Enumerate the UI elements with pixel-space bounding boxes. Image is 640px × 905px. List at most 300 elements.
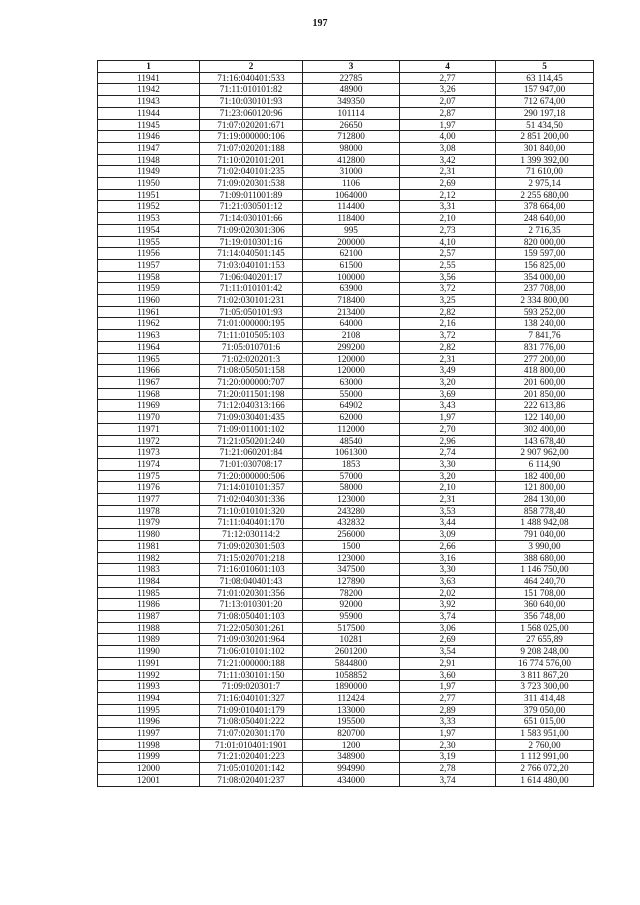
coefficient-cell: 2,31 <box>400 166 496 178</box>
area-cell: 2601200 <box>303 646 400 658</box>
coefficient-cell: 3,16 <box>400 552 496 564</box>
amount-cell: 122 140,00 <box>496 412 594 424</box>
table-row <box>98 376 594 388</box>
table-row <box>98 423 594 435</box>
amount-cell: 277 200,00 <box>496 353 594 365</box>
coefficient-cell: 3,63 <box>400 575 496 587</box>
row-number-cell: 11971 <box>98 423 200 435</box>
table-row <box>98 353 594 365</box>
area-cell: 299200 <box>303 341 400 353</box>
row-number-cell: 11952 <box>98 201 200 213</box>
cadastral-number-cell: 71:09:020301:306 <box>200 224 303 236</box>
coefficient-cell: 2,78 <box>400 763 496 775</box>
coefficient-cell: 3,09 <box>400 529 496 541</box>
area-cell: 133000 <box>303 704 400 716</box>
table-row <box>98 412 594 424</box>
row-number-cell: 11998 <box>98 739 200 751</box>
table-row <box>98 224 594 236</box>
column-header-3: 3 <box>303 61 400 73</box>
table-row <box>98 107 594 119</box>
coefficient-cell: 3,74 <box>400 611 496 623</box>
amount-cell: 593 252,00 <box>496 306 594 318</box>
coefficient-cell: 2,96 <box>400 435 496 447</box>
amount-cell: 27 655,89 <box>496 634 594 646</box>
cadastral-number-cell: 71:09:010401:179 <box>200 704 303 716</box>
cadastral-number-cell: 71:15:020701:218 <box>200 552 303 564</box>
table-row <box>98 295 594 307</box>
row-number-cell: 11963 <box>98 330 200 342</box>
amount-cell: 1 614 480,00 <box>496 774 594 786</box>
amount-cell: 248 640,00 <box>496 213 594 225</box>
table-row <box>98 458 594 470</box>
amount-cell: 820 000,00 <box>496 236 594 248</box>
table-row <box>98 470 594 482</box>
area-cell: 58000 <box>303 482 400 494</box>
area-cell: 1853 <box>303 458 400 470</box>
coefficient-cell: 3,54 <box>400 646 496 658</box>
coefficient-cell: 2,31 <box>400 353 496 365</box>
area-cell: 434000 <box>303 774 400 786</box>
row-number-cell: 11995 <box>98 704 200 716</box>
cadastral-number-cell: 71:23:060120:96 <box>200 107 303 119</box>
table-row <box>98 213 594 225</box>
cadastral-number-cell: 71:10:030101:93 <box>200 96 303 108</box>
coefficient-cell: 2,69 <box>400 178 496 190</box>
table-row <box>98 189 594 201</box>
coefficient-cell: 2,10 <box>400 482 496 494</box>
row-number-cell: 11973 <box>98 447 200 459</box>
coefficient-cell: 3,31 <box>400 201 496 213</box>
row-number-cell: 11978 <box>98 505 200 517</box>
table-row <box>98 657 594 669</box>
row-number-cell: 11989 <box>98 634 200 646</box>
amount-cell: 290 197,18 <box>496 107 594 119</box>
cadastral-number-cell: 71:05:050101:93 <box>200 306 303 318</box>
amount-cell: 1 146 750,00 <box>496 564 594 576</box>
coefficient-cell: 2,69 <box>400 634 496 646</box>
row-number-cell: 11946 <box>98 131 200 143</box>
table-row <box>98 622 594 634</box>
coefficient-cell: 2,10 <box>400 213 496 225</box>
area-cell: 412800 <box>303 154 400 166</box>
coefficient-cell: 3,43 <box>400 400 496 412</box>
cadastral-number-cell: 71:07:020201:188 <box>200 142 303 154</box>
table-row <box>98 564 594 576</box>
amount-cell: 143 678,40 <box>496 435 594 447</box>
coefficient-cell: 2,55 <box>400 259 496 271</box>
coefficient-cell: 3,74 <box>400 774 496 786</box>
cadastral-number-cell: 71:09:011001:102 <box>200 423 303 435</box>
area-cell: 63000 <box>303 376 400 388</box>
amount-cell: 157 947,00 <box>496 84 594 96</box>
coefficient-cell: 2,89 <box>400 704 496 716</box>
amount-cell: 3 811 867,20 <box>496 669 594 681</box>
coefficient-cell: 3,30 <box>400 564 496 576</box>
cadastral-number-cell: 71:14:040501:145 <box>200 248 303 260</box>
coefficient-cell: 2,66 <box>400 540 496 552</box>
table-row <box>98 259 594 271</box>
table-row <box>98 692 594 704</box>
amount-cell: 201 600,00 <box>496 376 594 388</box>
coefficient-cell: 3,33 <box>400 716 496 728</box>
cadastral-number-cell: 71:08:050401:103 <box>200 611 303 623</box>
area-cell: 718400 <box>303 295 400 307</box>
cadastral-number-cell: 71:09:020301:7 <box>200 681 303 693</box>
cadastral-number-cell: 71:21:060201:84 <box>200 447 303 459</box>
table-row <box>98 669 594 681</box>
coefficient-cell: 2,02 <box>400 587 496 599</box>
area-cell: 1061300 <box>303 447 400 459</box>
coefficient-cell: 3,26 <box>400 84 496 96</box>
coefficient-cell: 2,77 <box>400 692 496 704</box>
cadastral-number-cell: 71:20:000000:506 <box>200 470 303 482</box>
coefficient-cell: 2,31 <box>400 494 496 506</box>
cadastral-number-cell: 71:02:040301:336 <box>200 494 303 506</box>
coefficient-cell: 2,12 <box>400 189 496 201</box>
coefficient-cell: 3,25 <box>400 295 496 307</box>
table-row <box>98 248 594 260</box>
cadastral-number-cell: 71:02:020201:3 <box>200 353 303 365</box>
row-number-cell: 11947 <box>98 142 200 154</box>
table-row <box>98 341 594 353</box>
area-cell: 26650 <box>303 119 400 131</box>
cadastral-number-cell: 71:02:040101:235 <box>200 166 303 178</box>
area-cell: 22785 <box>303 72 400 84</box>
coefficient-cell: 3,56 <box>400 271 496 283</box>
row-number-cell: 11948 <box>98 154 200 166</box>
cadastral-number-cell: 71:08:050501:158 <box>200 365 303 377</box>
coefficient-cell: 2,70 <box>400 423 496 435</box>
cadastral-number-cell: 71:21:050201:240 <box>200 435 303 447</box>
amount-cell: 237 708,00 <box>496 283 594 295</box>
table-row <box>98 763 594 775</box>
area-cell: 62100 <box>303 248 400 260</box>
table-row <box>98 119 594 131</box>
area-cell: 5844800 <box>303 657 400 669</box>
coefficient-cell: 2,57 <box>400 248 496 260</box>
area-cell: 118400 <box>303 213 400 225</box>
cadastral-number-cell: 71:09:020301:538 <box>200 178 303 190</box>
amount-cell: 354 000,00 <box>496 271 594 283</box>
amount-cell: 9 208 248,00 <box>496 646 594 658</box>
cadastral-number-cell: 71:09:011001:89 <box>200 189 303 201</box>
coefficient-cell: 3,49 <box>400 365 496 377</box>
coefficient-cell: 2,74 <box>400 447 496 459</box>
amount-cell: 858 778,40 <box>496 505 594 517</box>
area-cell: 348900 <box>303 751 400 763</box>
amount-cell: 464 240,70 <box>496 575 594 587</box>
coefficient-cell: 3,72 <box>400 330 496 342</box>
area-cell: 1200 <box>303 739 400 751</box>
row-number-cell: 11977 <box>98 494 200 506</box>
cadastral-number-cell: 71:19:000000:106 <box>200 131 303 143</box>
area-cell: 1064000 <box>303 189 400 201</box>
table-row <box>98 774 594 786</box>
amount-cell: 156 825,00 <box>496 259 594 271</box>
area-cell: 64000 <box>303 318 400 330</box>
area-cell: 64902 <box>303 400 400 412</box>
row-number-cell: 11954 <box>98 224 200 236</box>
row-number-cell: 11958 <box>98 271 200 283</box>
row-number-cell: 11990 <box>98 646 200 658</box>
coefficient-cell: 4,10 <box>400 236 496 248</box>
cadastral-number-cell: 71:11:030101:150 <box>200 669 303 681</box>
table-row <box>98 751 594 763</box>
row-number-cell: 11988 <box>98 622 200 634</box>
table-row <box>98 201 594 213</box>
cadastral-number-cell: 71:08:040401:43 <box>200 575 303 587</box>
amount-cell: 418 800,00 <box>496 365 594 377</box>
amount-cell: 6 114,90 <box>496 458 594 470</box>
table-row <box>98 681 594 693</box>
row-number-cell: 11953 <box>98 213 200 225</box>
area-cell: 31000 <box>303 166 400 178</box>
table-row <box>98 587 594 599</box>
area-cell: 1500 <box>303 540 400 552</box>
area-cell: 62000 <box>303 412 400 424</box>
row-number-cell: 11991 <box>98 657 200 669</box>
row-number-cell: 11975 <box>98 470 200 482</box>
header-row <box>98 61 594 73</box>
table-row <box>98 552 594 564</box>
table-row <box>98 131 594 143</box>
coefficient-cell: 2,91 <box>400 657 496 669</box>
area-cell: 127890 <box>303 575 400 587</box>
cadastral-number-cell: 71:11:040401:170 <box>200 517 303 529</box>
cadastral-number-cell: 71:11:010101:82 <box>200 84 303 96</box>
table-row <box>98 178 594 190</box>
row-number-cell: 11969 <box>98 400 200 412</box>
area-cell: 120000 <box>303 365 400 377</box>
row-number-cell: 11999 <box>98 751 200 763</box>
coefficient-cell: 3,20 <box>400 470 496 482</box>
amount-cell: 791 040,00 <box>496 529 594 541</box>
cadastral-number-cell: 71:07:020201:671 <box>200 119 303 131</box>
coefficient-cell: 3,42 <box>400 154 496 166</box>
cadastral-number-cell: 71:21:020401:223 <box>200 751 303 763</box>
table-row <box>98 84 594 96</box>
amount-cell: 182 400,00 <box>496 470 594 482</box>
amount-cell: 71 610,00 <box>496 166 594 178</box>
coefficient-cell: 3,72 <box>400 283 496 295</box>
amount-cell: 222 613,86 <box>496 400 594 412</box>
coefficient-cell: 2,82 <box>400 306 496 318</box>
row-number-cell: 11942 <box>98 84 200 96</box>
cadastral-number-cell: 71:12:030114:2 <box>200 529 303 541</box>
table-row <box>98 517 594 529</box>
table-row <box>98 388 594 400</box>
coefficient-cell: 3,30 <box>400 458 496 470</box>
amount-cell: 388 680,00 <box>496 552 594 564</box>
table-row <box>98 166 594 178</box>
cadastral-number-cell: 71:07:020301:170 <box>200 728 303 740</box>
area-cell: 517500 <box>303 622 400 634</box>
amount-cell: 1 488 942,08 <box>496 517 594 529</box>
amount-cell: 284 130,00 <box>496 494 594 506</box>
table-row <box>98 611 594 623</box>
amount-cell: 360 640,00 <box>496 599 594 611</box>
row-number-cell: 11997 <box>98 728 200 740</box>
amount-cell: 1 112 991,00 <box>496 751 594 763</box>
cadastral-number-cell: 71:08:050401:222 <box>200 716 303 728</box>
area-cell: 55000 <box>303 388 400 400</box>
row-number-cell: 11976 <box>98 482 200 494</box>
cadastral-number-cell: 71:01:030708:17 <box>200 458 303 470</box>
amount-cell: 2 255 680,00 <box>496 189 594 201</box>
table-row <box>98 646 594 658</box>
cadastral-number-cell: 71:16:040401:533 <box>200 72 303 84</box>
table-row <box>98 494 594 506</box>
cadastral-number-cell: 71:20:011501:198 <box>200 388 303 400</box>
coefficient-cell: 1,97 <box>400 412 496 424</box>
area-cell: 101114 <box>303 107 400 119</box>
table-row <box>98 271 594 283</box>
row-number-cell: 11966 <box>98 365 200 377</box>
area-cell: 1058852 <box>303 669 400 681</box>
amount-cell: 356 748,00 <box>496 611 594 623</box>
cadastral-number-cell: 71:19:010301:16 <box>200 236 303 248</box>
area-cell: 57000 <box>303 470 400 482</box>
area-cell: 994990 <box>303 763 400 775</box>
table-row <box>98 739 594 751</box>
row-number-cell: 11962 <box>98 318 200 330</box>
row-number-cell: 11979 <box>98 517 200 529</box>
table-row <box>98 575 594 587</box>
amount-cell: 63 114,45 <box>496 72 594 84</box>
cadastral-number-cell: 71:09:030401:435 <box>200 412 303 424</box>
coefficient-cell: 3,08 <box>400 142 496 154</box>
area-cell: 712800 <box>303 131 400 143</box>
cadastral-number-cell: 71:09:020301:503 <box>200 540 303 552</box>
amount-cell: 311 414,48 <box>496 692 594 704</box>
amount-cell: 2 975,14 <box>496 178 594 190</box>
coefficient-cell: 2,82 <box>400 341 496 353</box>
area-cell: 100000 <box>303 271 400 283</box>
cadastral-number-cell: 71:08:020401:237 <box>200 774 303 786</box>
table-row <box>98 283 594 295</box>
row-number-cell: 11986 <box>98 599 200 611</box>
table-header <box>98 61 594 73</box>
area-cell: 349350 <box>303 96 400 108</box>
cadastral-number-cell: 71:02:030101:231 <box>200 295 303 307</box>
row-number-cell: 11982 <box>98 552 200 564</box>
area-cell: 256000 <box>303 529 400 541</box>
column-header-1: 1 <box>98 61 200 73</box>
row-number-cell: 11964 <box>98 341 200 353</box>
cadastral-number-cell: 71:22:050301:261 <box>200 622 303 634</box>
cadastral-number-cell: 71:10:010101:320 <box>200 505 303 517</box>
area-cell: 63900 <box>303 283 400 295</box>
table-row <box>98 72 594 84</box>
row-number-cell: 11992 <box>98 669 200 681</box>
row-number-cell: 11956 <box>98 248 200 260</box>
row-number-cell: 11987 <box>98 611 200 623</box>
table-row <box>98 330 594 342</box>
coefficient-cell: 1,97 <box>400 681 496 693</box>
amount-cell: 16 774 576,00 <box>496 657 594 669</box>
row-number-cell: 11960 <box>98 295 200 307</box>
coefficient-cell: 2,16 <box>400 318 496 330</box>
table-row <box>98 435 594 447</box>
area-cell: 243280 <box>303 505 400 517</box>
column-header-4: 4 <box>400 61 496 73</box>
cadastral-number-cell: 71:06:040201:17 <box>200 271 303 283</box>
registry-table <box>97 60 594 787</box>
column-header-5: 5 <box>496 61 594 73</box>
table-row <box>98 236 594 248</box>
column-header-2: 2 <box>200 61 303 73</box>
page-number: 197 <box>312 18 328 29</box>
area-cell: 123000 <box>303 552 400 564</box>
row-number-cell: 11981 <box>98 540 200 552</box>
row-number-cell: 11974 <box>98 458 200 470</box>
area-cell: 2108 <box>303 330 400 342</box>
amount-cell: 201 850,00 <box>496 388 594 400</box>
table-row <box>98 716 594 728</box>
area-cell: 48540 <box>303 435 400 447</box>
amount-cell: 2 716,35 <box>496 224 594 236</box>
row-number-cell: 11944 <box>98 107 200 119</box>
row-number-cell: 11980 <box>98 529 200 541</box>
amount-cell: 2 766 072,20 <box>496 763 594 775</box>
cadastral-number-cell: 71:13:010301:20 <box>200 599 303 611</box>
table-row <box>98 96 594 108</box>
cadastral-number-cell: 71:03:040101:153 <box>200 259 303 271</box>
area-cell: 995 <box>303 224 400 236</box>
row-number-cell: 11945 <box>98 119 200 131</box>
amount-cell: 379 050,00 <box>496 704 594 716</box>
row-number-cell: 11994 <box>98 692 200 704</box>
coefficient-cell: 2,07 <box>400 96 496 108</box>
amount-cell: 301 840,00 <box>496 142 594 154</box>
row-number-cell: 11961 <box>98 306 200 318</box>
coefficient-cell: 3,92 <box>400 599 496 611</box>
area-cell: 120000 <box>303 353 400 365</box>
cadastral-number-cell: 71:21:000000:188 <box>200 657 303 669</box>
cadastral-number-cell: 71:11:010505:103 <box>200 330 303 342</box>
coefficient-cell: 3,19 <box>400 751 496 763</box>
row-number-cell: 11983 <box>98 564 200 576</box>
table-row <box>98 529 594 541</box>
cadastral-number-cell: 71:16:010601:103 <box>200 564 303 576</box>
coefficient-cell: 2,77 <box>400 72 496 84</box>
amount-cell: 2 907 962,00 <box>496 447 594 459</box>
table-row <box>98 154 594 166</box>
cadastral-number-cell: 71:12:040313:166 <box>200 400 303 412</box>
row-number-cell: 11955 <box>98 236 200 248</box>
amount-cell: 3 723 300,00 <box>496 681 594 693</box>
area-cell: 213400 <box>303 306 400 318</box>
row-number-cell: 11970 <box>98 412 200 424</box>
cadastral-number-cell: 71:14:010101:357 <box>200 482 303 494</box>
amount-cell: 3 990,00 <box>496 540 594 552</box>
row-number-cell: 11968 <box>98 388 200 400</box>
coefficient-cell: 3,60 <box>400 669 496 681</box>
table-row <box>98 482 594 494</box>
table-row <box>98 704 594 716</box>
amount-cell: 7 841,76 <box>496 330 594 342</box>
amount-cell: 1 583 951,00 <box>496 728 594 740</box>
coefficient-cell: 1,97 <box>400 119 496 131</box>
amount-cell: 159 597,00 <box>496 248 594 260</box>
coefficient-cell: 3,69 <box>400 388 496 400</box>
table-row <box>98 318 594 330</box>
table-row <box>98 599 594 611</box>
row-number-cell: 11996 <box>98 716 200 728</box>
coefficient-cell: 2,87 <box>400 107 496 119</box>
cadastral-number-cell: 71:14:030101:66 <box>200 213 303 225</box>
table-row <box>98 634 594 646</box>
